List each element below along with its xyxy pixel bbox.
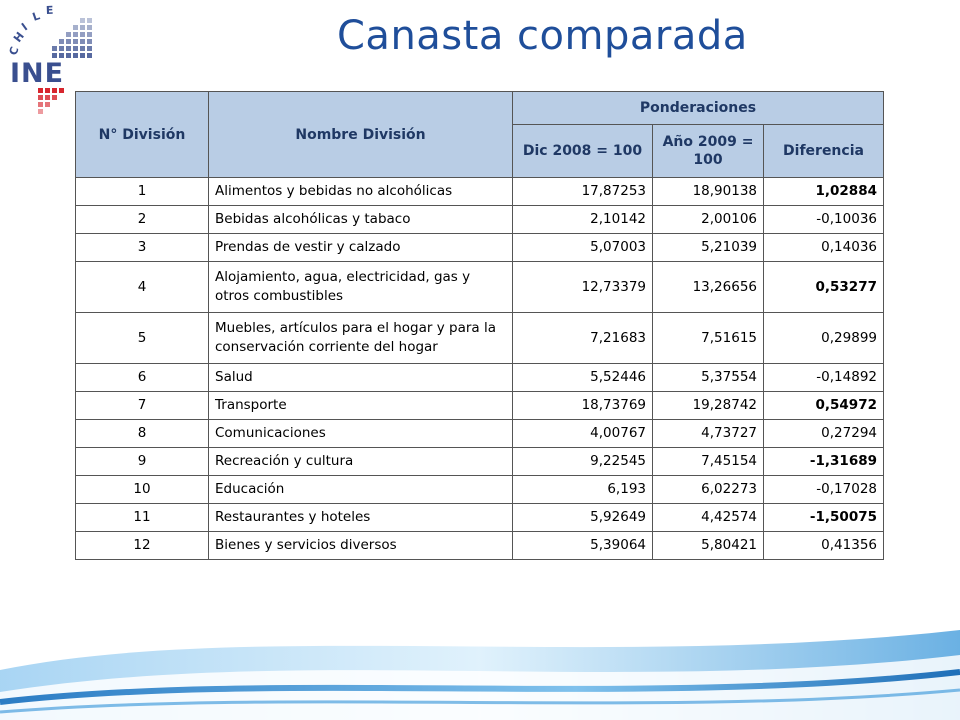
weights-table — [75, 91, 884, 560]
header-diferencia: Diferencia — [764, 125, 884, 178]
cell-name: Transporte — [209, 392, 513, 420]
cell-diferencia: -0,17028 — [764, 476, 884, 504]
cell-name: Bienes y servicios diversos — [209, 532, 513, 560]
cell-diferencia: 0,29899 — [764, 313, 884, 364]
cell-ano-2009: 4,73727 — [653, 420, 764, 448]
header-dic-2008: Dic 2008 = 100 — [513, 125, 653, 178]
cell-num: 6 — [76, 364, 209, 392]
cell-name: Prendas de vestir y calzado — [209, 234, 513, 262]
cell-num: 1 — [76, 178, 209, 206]
cell-dic-2008: 6,193 — [513, 476, 653, 504]
logo-country-arc — [7, 4, 54, 57]
logo-letter: C — [6, 44, 22, 58]
cell-num: 8 — [76, 420, 209, 448]
cell-name: Alimentos y bebidas no alcohólicas — [209, 178, 513, 206]
cell-diferencia: 1,02884 — [764, 178, 884, 206]
cell-name: Alojamiento, agua, electricidad, gas y otros combustibles — [209, 262, 513, 313]
cell-dic-2008: 4,00767 — [513, 420, 653, 448]
cell-diferencia: 0,14036 — [764, 234, 884, 262]
cell-num: 12 — [76, 532, 209, 560]
cell-ano-2009: 4,42574 — [653, 504, 764, 532]
cell-ano-2009: 5,21039 — [653, 234, 764, 262]
table-row — [76, 364, 884, 392]
table-row — [76, 392, 884, 420]
cell-name: Recreación y cultura — [209, 448, 513, 476]
cell-name: Comunicaciones — [209, 420, 513, 448]
table-row — [76, 420, 884, 448]
cell-dic-2008: 2,10142 — [513, 206, 653, 234]
cell-name: Educación — [209, 476, 513, 504]
cell-name: Bebidas alcohólicas y tabaco — [209, 206, 513, 234]
cell-dic-2008: 7,21683 — [513, 313, 653, 364]
logo-letter: H — [11, 29, 27, 45]
cell-diferencia: 0,41356 — [764, 532, 884, 560]
cell-diferencia: -1,31689 — [764, 448, 884, 476]
logo-letter: E — [45, 4, 54, 17]
cell-diferencia: -0,14892 — [764, 364, 884, 392]
cell-num: 7 — [76, 392, 209, 420]
cell-num: 2 — [76, 206, 209, 234]
cell-diferencia: -1,50075 — [764, 504, 884, 532]
table-row — [76, 206, 884, 234]
cell-ano-2009: 18,90138 — [653, 178, 764, 206]
cell-dic-2008: 12,73379 — [513, 262, 653, 313]
cell-num: 5 — [76, 313, 209, 364]
cell-dic-2008: 17,87253 — [513, 178, 653, 206]
cell-dic-2008: 18,73769 — [513, 392, 653, 420]
table-row — [76, 532, 884, 560]
cell-ano-2009: 5,37554 — [653, 364, 764, 392]
table-row — [76, 476, 884, 504]
cell-dic-2008: 9,22545 — [513, 448, 653, 476]
header-num-division: N° División — [76, 92, 209, 178]
cell-diferencia: 0,54972 — [764, 392, 884, 420]
cell-num: 4 — [76, 262, 209, 313]
cell-ano-2009: 7,51615 — [653, 313, 764, 364]
header-ponderaciones: Ponderaciones — [513, 92, 884, 125]
cell-diferencia: 0,53277 — [764, 262, 884, 313]
header-ano-2009: Año 2009 = 100 — [653, 125, 764, 178]
cell-ano-2009: 2,00106 — [653, 206, 764, 234]
table-row — [76, 234, 884, 262]
cell-num: 10 — [76, 476, 209, 504]
table-row — [76, 313, 884, 364]
logo-acronym: INE — [10, 58, 65, 89]
logo-letter: L — [30, 9, 42, 24]
decorative-swoosh — [0, 600, 960, 720]
table-row — [76, 262, 884, 313]
cell-ano-2009: 5,80421 — [653, 532, 764, 560]
cell-num: 11 — [76, 504, 209, 532]
table-row — [76, 504, 884, 532]
cell-dic-2008: 5,07003 — [513, 234, 653, 262]
header-name-division: Nombre División — [209, 92, 513, 178]
cell-ano-2009: 6,02273 — [653, 476, 764, 504]
cell-num: 3 — [76, 234, 209, 262]
cell-name: Restaurantes y hoteles — [209, 504, 513, 532]
cell-dic-2008: 5,39064 — [513, 532, 653, 560]
cell-dic-2008: 5,52446 — [513, 364, 653, 392]
cell-name: Salud — [209, 364, 513, 392]
cell-name: Muebles, artículos para el hogar y para la conservación corriente del hogar — [209, 313, 513, 364]
cell-diferencia: 0,27294 — [764, 420, 884, 448]
table-body — [76, 178, 884, 560]
cell-ano-2009: 13,26656 — [653, 262, 764, 313]
cell-num: 9 — [76, 448, 209, 476]
table-row — [76, 178, 884, 206]
page-title: Canasta comparada — [337, 13, 748, 59]
cell-ano-2009: 7,45154 — [653, 448, 764, 476]
cell-diferencia: -0,10036 — [764, 206, 884, 234]
table-row — [76, 448, 884, 476]
cell-ano-2009: 19,28742 — [653, 392, 764, 420]
logo-letter: I — [19, 20, 31, 34]
cell-dic-2008: 5,92649 — [513, 504, 653, 532]
